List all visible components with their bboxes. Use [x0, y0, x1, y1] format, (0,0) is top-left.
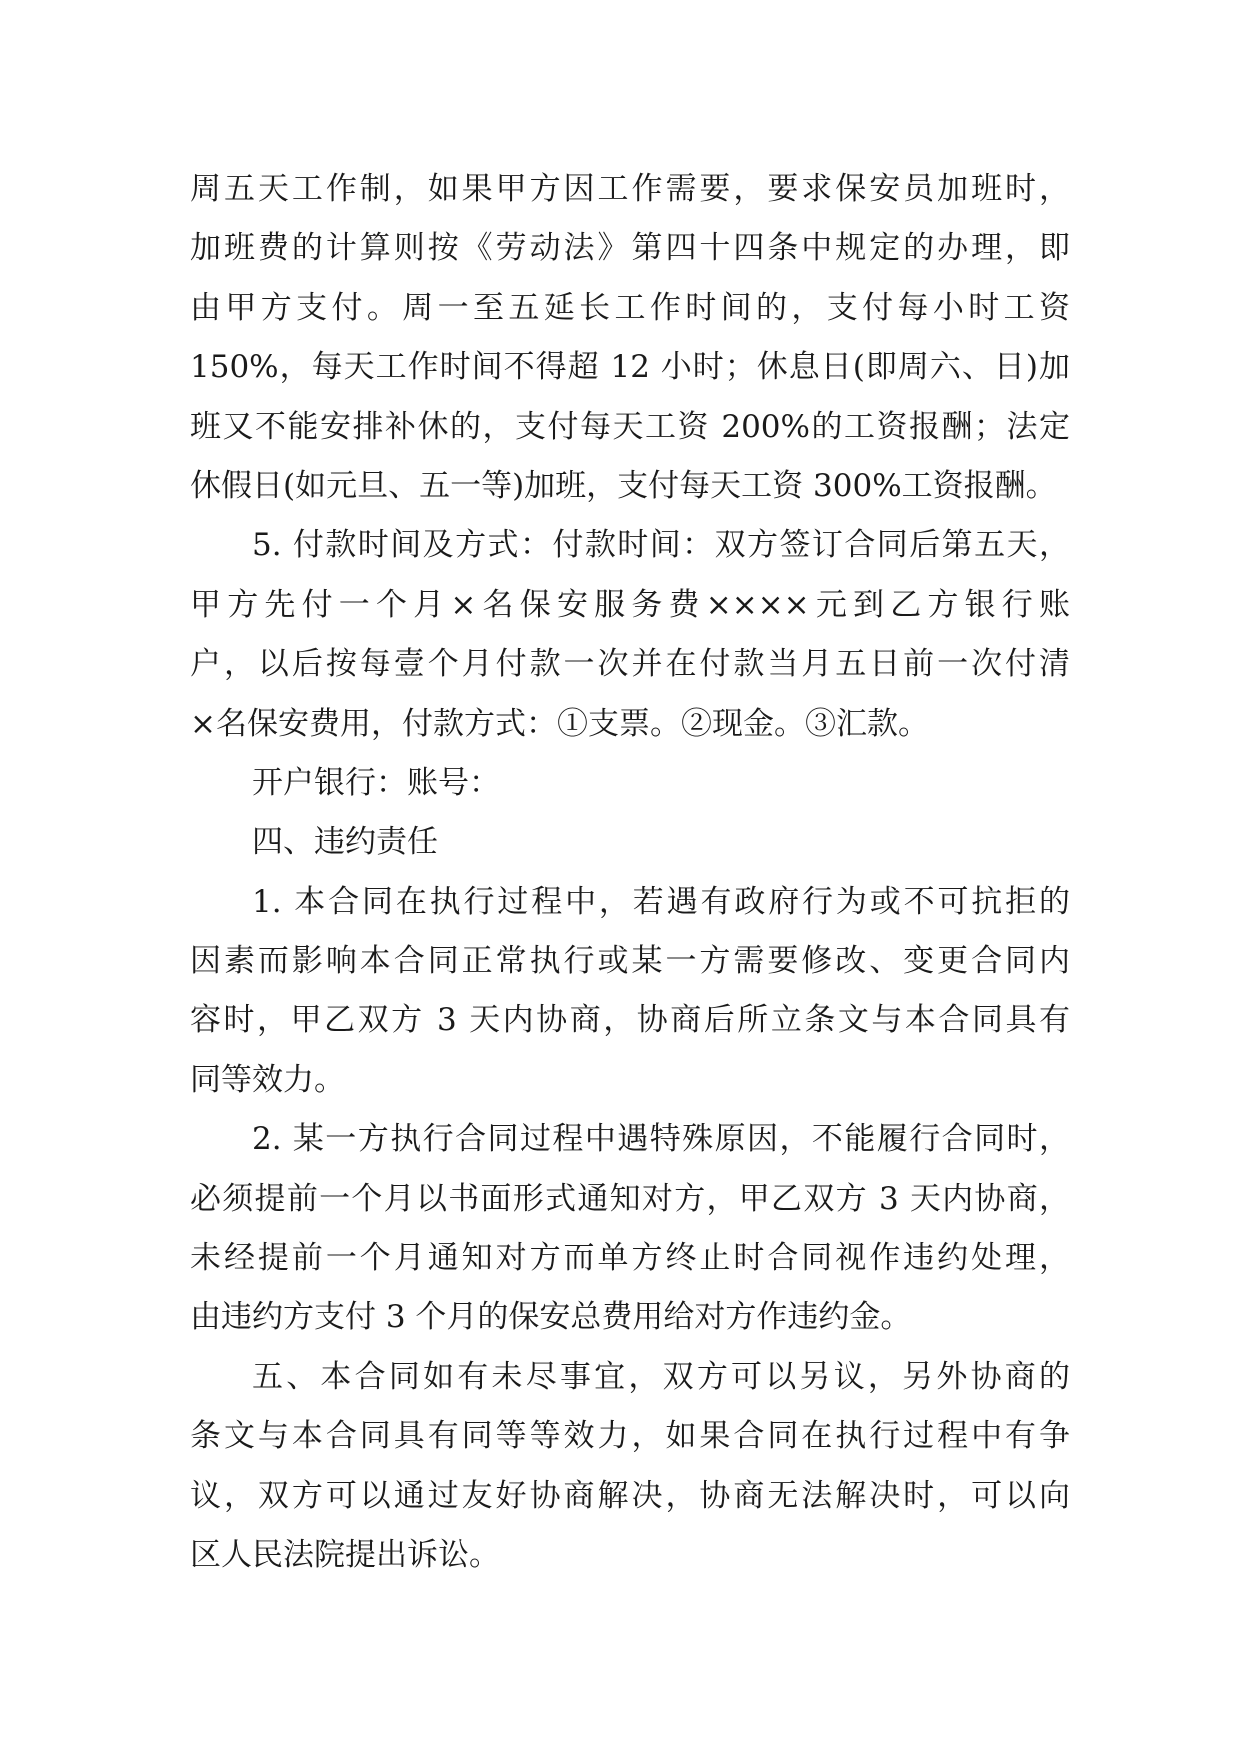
text-line: 户，以后按每壹个月付款一次并在付款当月五日前一次付清	[190, 646, 1070, 683]
text-line: 区人民法院提出诉讼。	[190, 1536, 500, 1573]
text-line: 容时，甲乙双方 3 天内协商，协商后所立条文与本合同具有	[190, 1002, 1070, 1039]
paragraph-first-line: 1. 本合同在执行过程中，若遇有政府行为或不可抗拒的	[252, 883, 1070, 920]
paragraph-first-line: 5. 付款时间及方式：付款时间：双方签订合同后第五天，	[252, 527, 1070, 564]
text-line: 同等效力。	[190, 1061, 345, 1098]
paragraph-first-line: 五、本合同如有未尽事宜，双方可以另议，另外协商的	[252, 1358, 1070, 1395]
text-line: 由甲方支付。周一至五延长工作时间的，支付每小时工资	[190, 289, 1070, 326]
text-line: 因素而影响本合同正常执行或某一方需要修改、变更合同内	[190, 943, 1070, 980]
text-line: 周五天工作制，如果甲方因工作需要，要求保安员加班时，	[190, 171, 1070, 207]
paragraph-first-line: 2. 某一方执行合同过程中遇特殊原因，不能履行合同时，	[252, 1121, 1070, 1158]
text-line: 班又不能安排补休的，支付每天工资 200%的工资报酬；法定	[190, 408, 1070, 445]
text-line: 条文与本合同具有同等等效力，如果合同在执行过程中有争	[190, 1418, 1070, 1455]
text-line: 由违约方支付 3 个月的保安总费用给对方作违约金。	[190, 1299, 912, 1336]
paragraph-first-line: 四、违约责任	[252, 824, 438, 861]
text-line: 议，双方可以通过友好协商解决，协商无法解决时，可以向	[190, 1477, 1070, 1514]
text-line: 未经提前一个月通知对方而单方终止时合同视作违约处理，	[190, 1240, 1070, 1277]
text-line: 甲方先付一个月×名保安服务费××××元到乙方银行账	[190, 586, 1070, 623]
text-line: 150%，每天工作时间不得超 12 小时；休息日(即周六、日)加	[190, 349, 1070, 386]
document-body	[190, 160, 1070, 1585]
text-line: ×名保安费用，付款方式：①支票。②现金。③汇款。	[190, 705, 929, 742]
paragraph-first-line: 开户银行：账号：	[252, 764, 500, 801]
text-line: 必须提前一个月以书面形式通知对方，甲乙双方 3 天内协商，	[190, 1180, 1070, 1217]
text-line: 休假日(如元旦、五一等)加班，支付每天工资 300%工资报酬。	[190, 467, 1057, 504]
text-line: 加班费的计算则按《劳动法》第四十四条中规定的办理，即	[190, 230, 1070, 267]
